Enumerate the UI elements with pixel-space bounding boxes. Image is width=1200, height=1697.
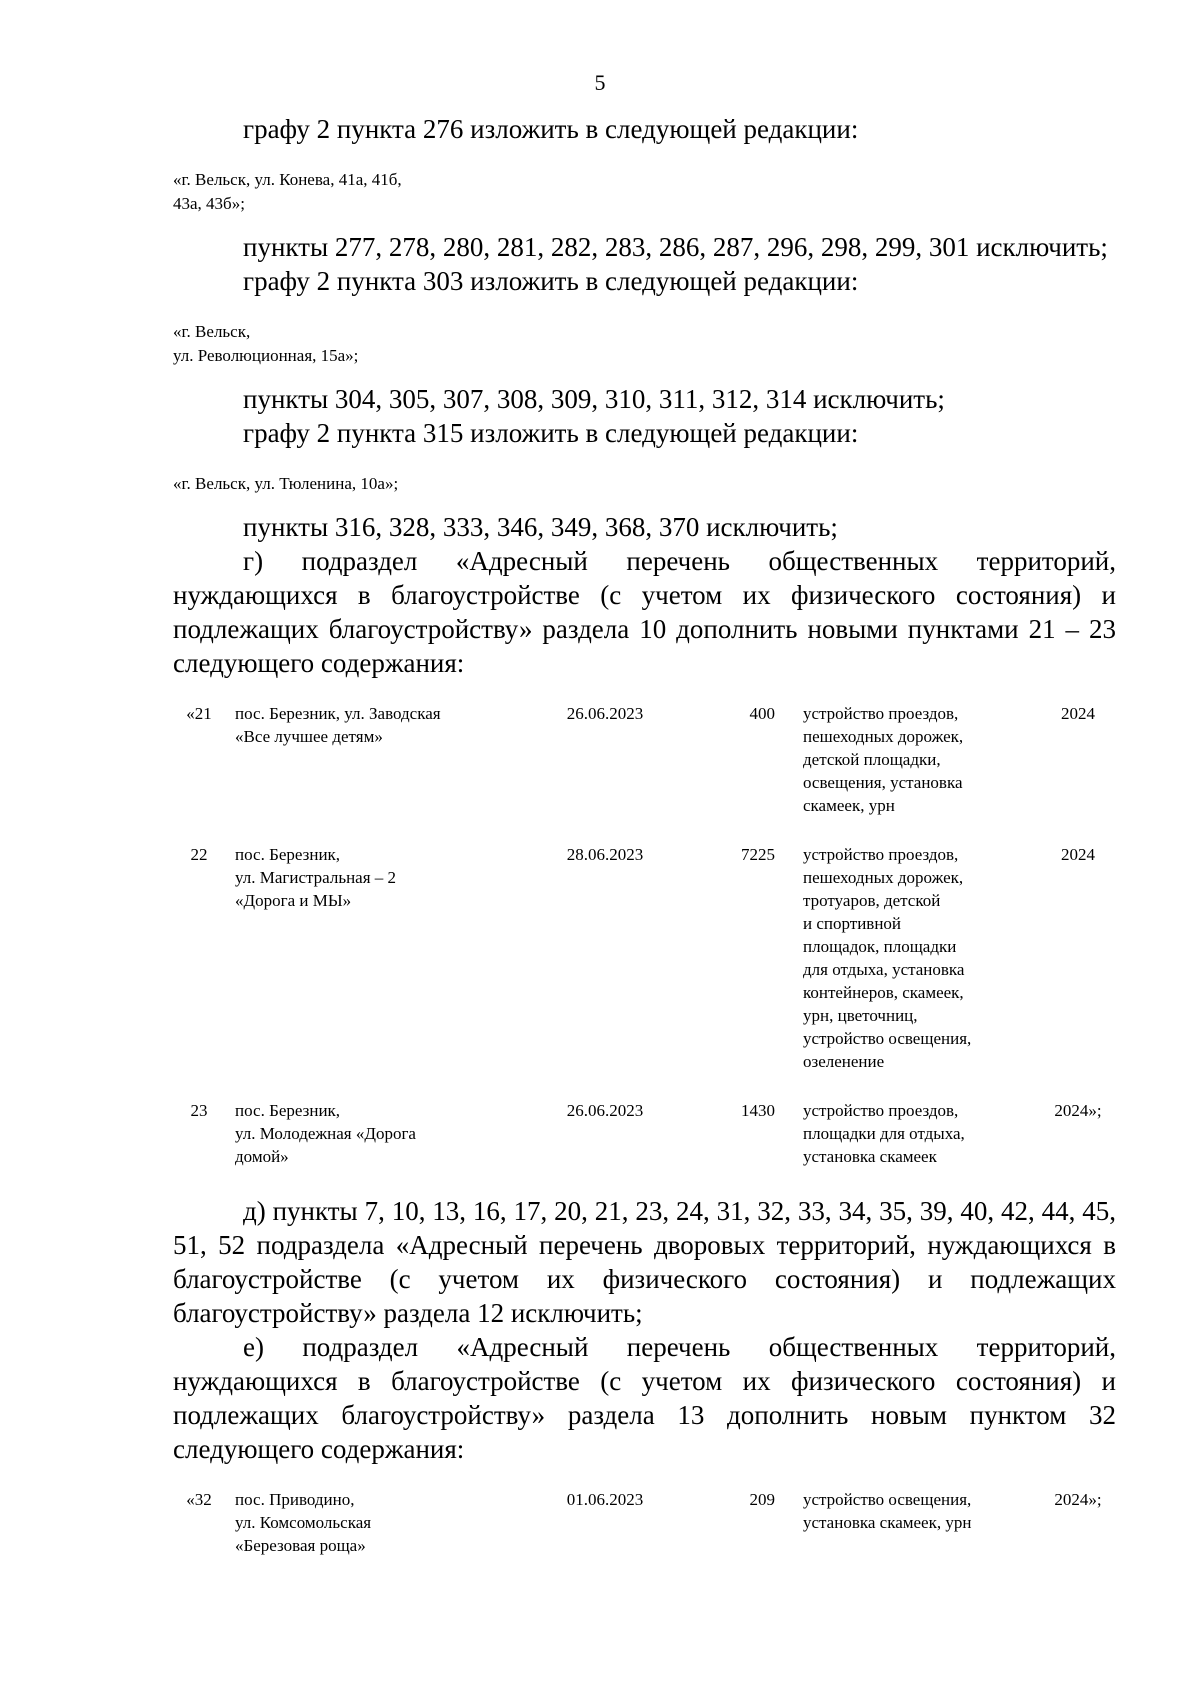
item-address: пос. Березник, ул. Магистральная – 2 «Дорога и МЫ» bbox=[235, 845, 397, 910]
paragraph-315: графу 2 пункта 315 изложить в следующей редакции: bbox=[243, 418, 859, 448]
item-number: «21 bbox=[186, 704, 212, 723]
quote-276: «г. Вельск, ул. Конева, 41а, 41б, 43а, 43б»; bbox=[173, 170, 402, 213]
quote-315: «г. Вельск, ул. Тюленина, 10а»; bbox=[173, 474, 399, 493]
table-row bbox=[173, 843, 1123, 1099]
document-body bbox=[173, 112, 1116, 1583]
table-row bbox=[173, 1099, 1123, 1194]
item-date: 28.06.2023 bbox=[566, 845, 644, 864]
item-area: 1430 bbox=[741, 1101, 775, 1120]
item-year: 2024 bbox=[1061, 704, 1095, 723]
paragraph-d: д) пункты 7, 10, 13, 16, 17, 20, 21, 23, 24, 31, 32, 33, 34, 35, 39, 40, 42, 44, 45, 51, 52 подраздела «Адресный перечень дворовых территорий, нуждающихся в благоустройстве (с учетом их физического состояния) и подлежащих благоустройству» раздела 12 исключить; bbox=[173, 1196, 1116, 1328]
paragraph-276: графу 2 пункта 276 изложить в следующей редакции: bbox=[243, 114, 859, 144]
paragraph-303: графу 2 пункта 303 изложить в следующей редакции: bbox=[243, 266, 859, 296]
item-year: 2024»; bbox=[1054, 1490, 1102, 1509]
public-territories-table-13 bbox=[173, 1488, 1123, 1583]
item-address: пос. Приводино, ул. Комсомольская «Березовая роща» bbox=[235, 1490, 372, 1555]
item-works: устройство проездов, пешеходных дорожек, тротуаров, детской и спортивной площадок, площадки для отдыха, установка контейнеров, скамеек, урн, цветочниц, устройство освещения, озеленение bbox=[803, 845, 972, 1071]
item-area: 7225 bbox=[741, 845, 775, 864]
item-date: 26.06.2023 bbox=[566, 704, 644, 723]
paragraph-g: г) подраздел «Адресный перечень общественных территорий, нуждающихся в благоустройстве (с учетом их физического состояния) и подлежащих благоустройству» раздела 10 дополнить новыми пунктами 21 – 23 следующего содержания: bbox=[173, 546, 1116, 678]
quote-303: «г. Вельск, ул. Революционная, 15а»; bbox=[173, 322, 359, 365]
item-year: 2024»; bbox=[1054, 1101, 1102, 1120]
paragraph-e: е) подраздел «Адресный перечень общественных территорий, нуждающихся в благоустройстве (с учетом их физического состояния) и подлежащих благоустройству» раздела 13 дополнить новым пунктом 32 следующего содержания: bbox=[173, 1332, 1116, 1464]
item-area: 209 bbox=[749, 1490, 775, 1509]
item-number: 23 bbox=[190, 1101, 208, 1120]
paragraph-exclude-277: пункты 277, 278, 280, 281, 282, 283, 286, 287, 296, 298, 299, 301 исключить; bbox=[243, 232, 1108, 262]
page-number: 5 bbox=[594, 70, 606, 95]
item-area: 400 bbox=[749, 704, 775, 723]
item-number: «32 bbox=[186, 1490, 212, 1509]
table-row bbox=[173, 702, 1123, 843]
item-date: 26.06.2023 bbox=[566, 1101, 644, 1120]
item-works: устройство освещения, установка скамеек, урн bbox=[803, 1490, 972, 1532]
item-address: пос. Березник, ул. Заводская «Все лучшее детям» bbox=[235, 704, 441, 746]
item-date: 01.06.2023 bbox=[566, 1490, 644, 1509]
item-works: устройство проездов, площадки для отдыха, установка скамеек bbox=[803, 1101, 965, 1166]
paragraph-exclude-304: пункты 304, 305, 307, 308, 309, 310, 311, 312, 314 исключить; bbox=[243, 384, 945, 414]
item-number: 22 bbox=[190, 845, 208, 864]
public-territories-table-10 bbox=[173, 702, 1123, 1194]
item-address: пос. Березник, ул. Молодежная «Дорога домой» bbox=[235, 1101, 416, 1166]
table-row bbox=[173, 1488, 1123, 1583]
item-year: 2024 bbox=[1061, 845, 1095, 864]
paragraph-exclude-316: пункты 316, 328, 333, 346, 349, 368, 370 исключить; bbox=[243, 512, 838, 542]
item-works: устройство проездов, пешеходных дорожек, детской площадки, освещения, установка скамеек, урн bbox=[803, 704, 964, 815]
